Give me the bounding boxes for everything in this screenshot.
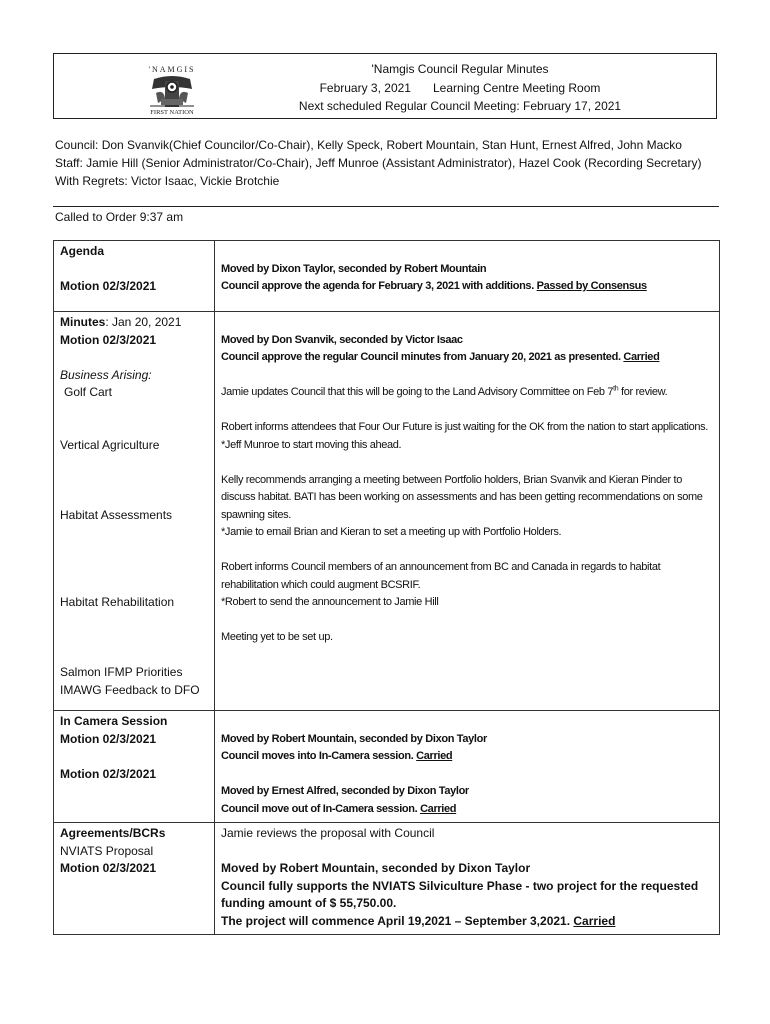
- header-text: [204, 60, 716, 116]
- in-camera-resolution-2: [221, 801, 713, 819]
- in-camera-mover-2: Moved by Ernest Alfred, seconded by Dixon Taylor: [221, 785, 469, 797]
- called-to-order: Called to Order 9:37 am: [55, 210, 184, 224]
- golf-cart-sup: th: [613, 385, 619, 393]
- agreements-resolution: Council fully supports the NVIATS Silviculture Phase - two project for the requested funding amount of $ 55,750.00.: [221, 878, 699, 910]
- agenda-resolution: [221, 278, 713, 296]
- salmon-ifmp-text: Meeting yet to be set up.: [221, 631, 333, 643]
- agenda-mover: Moved by Dixon Taylor, seconded by Robert Mountain: [221, 262, 487, 275]
- imawg-label: IMAWG Feedback to DFO: [60, 682, 200, 697]
- vertical-agriculture-text: Robert informs attendees that Four Our Future is just waiting for the OK from the nation to start applications.: [221, 421, 708, 433]
- agreements-timeline-text: The project will commence April 19,2021 – September 3,2021.: [221, 913, 571, 928]
- regrets-list: With Regrets: Victor Isaac, Vickie Brotchie: [55, 174, 280, 188]
- minutes-resolution: [221, 349, 713, 367]
- table-row-in-camera: [54, 711, 720, 823]
- document-title: 'Namgis Council Regular Minutes: [371, 62, 549, 76]
- meeting-date: February 3, 2021: [319, 80, 411, 95]
- agreements-status: Carried: [573, 913, 616, 928]
- golf-cart-text-b: for review.: [618, 386, 668, 398]
- nviats-proposal-label: NVIATS Proposal: [60, 843, 154, 858]
- salmon-ifmp-label: Salmon IFMP Priorities: [60, 665, 183, 679]
- staff-list: Staff: Jamie Hill (Senior Administrator/Co-Chair), Jeff Munroe (Assistant Administrator), Hazel Cook (Recording Secretary): [55, 156, 702, 170]
- logo-top-text: 'NAMGIS: [148, 65, 196, 74]
- date-location-line: [204, 79, 716, 98]
- in-camera-status-1: Carried: [416, 750, 453, 762]
- attendance-block: [55, 136, 719, 190]
- agenda-resolution-text: Council approve the agenda for February 3, 2021 with additions.: [221, 280, 534, 292]
- header-box: [53, 53, 717, 119]
- minutes-resolution-text: Council approve the regular Council minutes from January 20, 2021 as presented.: [221, 351, 621, 363]
- minutes-label-bold: Minutes: [60, 315, 106, 329]
- habitat-assessments-action: *Jamie to email Brian and Kieran to set a meeting up with Portfolio Holders.: [221, 526, 562, 538]
- habitat-rehabilitation-label: Habitat Rehabilitation: [60, 595, 175, 609]
- table-row-agenda: [54, 241, 720, 312]
- in-camera-motion-2: Motion 02/3/2021: [60, 766, 157, 781]
- agenda-motion: Motion 02/3/2021: [60, 279, 157, 293]
- agenda-heading: Agenda: [60, 244, 105, 258]
- meeting-location: Learning Centre Meeting Room: [432, 80, 601, 95]
- habitat-rehabilitation-action: *Robert to send the announcement to Jamie Hill: [221, 596, 439, 608]
- agreements-heading: Agreements/BCRs: [60, 826, 166, 840]
- council-list: Council: Don Svanvik(Chief Councilor/Co-Chair), Kelly Speck, Robert Mountain, Stan Hunt, Ernest Alfred, John Macko: [55, 138, 682, 152]
- divider: [53, 206, 719, 207]
- next-meeting: Next scheduled Regular Council Meeting: February 17, 2021: [298, 99, 622, 113]
- habitat-assessments-label: Habitat Assessments: [60, 507, 173, 522]
- in-camera-resolution-1: [221, 748, 713, 766]
- habitat-assessments-text: Kelly recommends arranging a meeting between Portfolio holders, Brian Svanvik and Kieran Pinder to discuss habitat. BATI has been working on assessments and has been getting recommendations on some spawning sites.: [221, 473, 703, 521]
- golf-cart-label: Golf Cart: [64, 385, 113, 399]
- minutes-status: Carried: [623, 351, 660, 363]
- agreements-review: Jamie reviews the proposal with Council: [221, 826, 435, 840]
- vertical-agriculture-action: *Jeff Munroe to start moving this ahead.: [221, 438, 402, 451]
- in-camera-text-1: Council moves into In-Camera session.: [221, 750, 414, 762]
- business-arising-label: Business Arising:: [60, 367, 152, 382]
- in-camera-heading: In Camera Session: [60, 714, 168, 728]
- table-row-minutes: [54, 312, 720, 711]
- table-row-agreements: [54, 823, 720, 935]
- minutes-label-date: : Jan 20, 2021: [105, 315, 182, 329]
- in-camera-text-2: Council move out of In-Camera session.: [221, 802, 418, 815]
- agreements-motion: Motion 02/3/2021: [60, 861, 157, 875]
- habitat-rehabilitation-text: Robert informs Council members of an announcement from BC and Canada in regards to habitat rehabilitation which could augment BCSRIF.: [221, 561, 661, 591]
- agenda-status: Passed by Consensus: [536, 280, 647, 292]
- agreements-timeline: [221, 913, 713, 931]
- minutes-mover: Moved by Don Svanvik, seconded by Victor Isaac: [221, 333, 463, 346]
- golf-cart-text-a: Jamie updates Council that this will be going to the Land Advisory Committee on Feb 7: [221, 386, 614, 398]
- namgis-logo: [132, 59, 212, 115]
- minutes-label: [60, 314, 208, 332]
- golf-cart-text: [221, 384, 713, 402]
- vertical-agriculture-label: Vertical Agriculture: [60, 437, 160, 452]
- agreements-mover: Moved by Robert Mountain, seconded by Dixon Taylor: [221, 861, 531, 875]
- in-camera-status-2: Carried: [420, 802, 457, 815]
- minutes-motion: Motion 02/3/2021: [60, 332, 157, 347]
- logo-bottom-text: FIRST NATION: [150, 109, 194, 115]
- minutes-table: [53, 240, 720, 935]
- in-camera-motion-1: Motion 02/3/2021: [60, 731, 157, 746]
- in-camera-mover-1: Moved by Robert Mountain, seconded by Dixon Taylor: [221, 732, 487, 745]
